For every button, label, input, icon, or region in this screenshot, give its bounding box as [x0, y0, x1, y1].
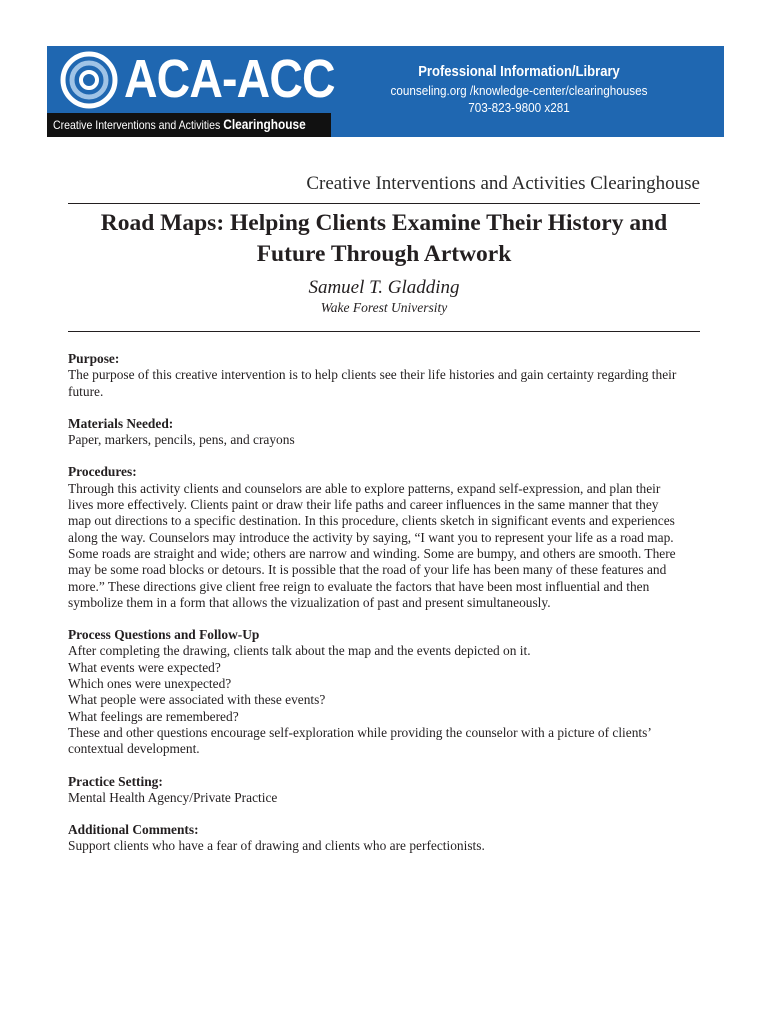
section-practice-setting — [68, 774, 708, 807]
aca-logo-icon — [59, 50, 119, 110]
contact-title: Professional Information/Library — [418, 64, 620, 80]
section-text — [68, 367, 708, 400]
contact-block — [372, 63, 666, 116]
section-heading: Process Questions and Follow-Up — [68, 627, 260, 643]
section-text — [68, 790, 708, 806]
text-line: Which ones were unexpected? — [68, 676, 232, 692]
section-heading: Additional Comments: — [68, 822, 199, 838]
contact-phone: 703-823-9800 x281 — [468, 100, 570, 115]
text-line: These and other questions encourage self-exploration while providing the counselor with a picture of clients’ — [68, 724, 652, 740]
section-heading: Purpose: — [68, 351, 120, 366]
divider-top — [68, 203, 700, 204]
text-line: along the way. Counselors may introduce the activity by saying, “I want you to represent your life as a road map. — [68, 529, 674, 545]
divider-bottom — [68, 331, 700, 332]
article-title-line-2: Future Through Artwork — [256, 241, 512, 267]
text-line: What people were associated with these events? — [68, 692, 326, 708]
section-procedures — [68, 464, 708, 611]
text-line: After completing the drawing, clients talk about the map and the events depicted on it. — [68, 643, 531, 659]
text-line: symbolize them in a form that allows the vizualization of past and present simultaneously. — [68, 594, 551, 610]
section-heading: Procedures: — [68, 464, 137, 480]
text-line: lives more effectively. Clients paint or draw their life paths and career influences in the same manner that they — [68, 497, 659, 513]
logo-tagline-bold: Clearinghouse — [223, 117, 306, 132]
text-line: map out directions to a specific destination. In this procedure, clients sketch in significant events and experiences — [68, 513, 675, 529]
section-heading: Practice Setting: — [68, 773, 163, 789]
contact-url[interactable]: counseling.org /knowledge-center/clearinghouses — [390, 83, 648, 98]
section-text — [68, 481, 708, 611]
article-body — [68, 351, 708, 871]
text-line: The purpose of this creative intervention is to help clients see their life histories and gain certainty regarding their — [68, 367, 677, 383]
section-text — [68, 643, 708, 757]
series-title: Creative Interventions and Activities Clearinghouse — [306, 173, 700, 194]
text-line: Mental Health Agency/Private Practice — [68, 789, 278, 805]
logo-wordmark: ACA-ACC — [124, 49, 335, 109]
text-line: contextual development. — [68, 741, 200, 757]
section-purpose — [68, 351, 708, 400]
text-line: may be some road blocks or detours. It is possible that the road of your life has been many of these features and — [68, 562, 667, 578]
logo-tagline-regular: Creative Interventions and Activities — [53, 118, 221, 132]
text-line: Support clients who have a fear of drawing and clients who are perfectionists. — [68, 838, 485, 854]
text-line: more.” These directions give client free reign to evaluate the factors that have been most influential and then — [68, 578, 650, 594]
section-materials — [68, 416, 708, 449]
text-line: What feelings are remembered? — [68, 708, 239, 724]
text-line: future. — [68, 383, 104, 399]
section-additional-comments — [68, 822, 708, 855]
text-line: What events were expected? — [68, 659, 221, 675]
text-line: Paper, markers, pencils, pens, and crayons — [68, 432, 295, 448]
article-title-line-1: Road Maps: Helping Clients Examine Their History and — [100, 210, 668, 236]
section-text — [68, 838, 708, 854]
text-line: Through this activity clients and counselors are able to explore patterns, expand self-expression, and plan their — [68, 480, 661, 496]
text-line: Some roads are straight and wide; others are narrow and winding. Some are bumpy, and others are smooth. There — [68, 545, 676, 561]
section-process-questions — [68, 627, 708, 757]
article-title — [70, 208, 698, 270]
logo-tagline — [53, 116, 306, 134]
section-text — [68, 432, 708, 448]
article-affiliation: Wake Forest University — [320, 300, 448, 315]
section-heading: Materials Needed: — [68, 415, 174, 431]
article-author: Samuel T. Gladding — [308, 277, 460, 298]
